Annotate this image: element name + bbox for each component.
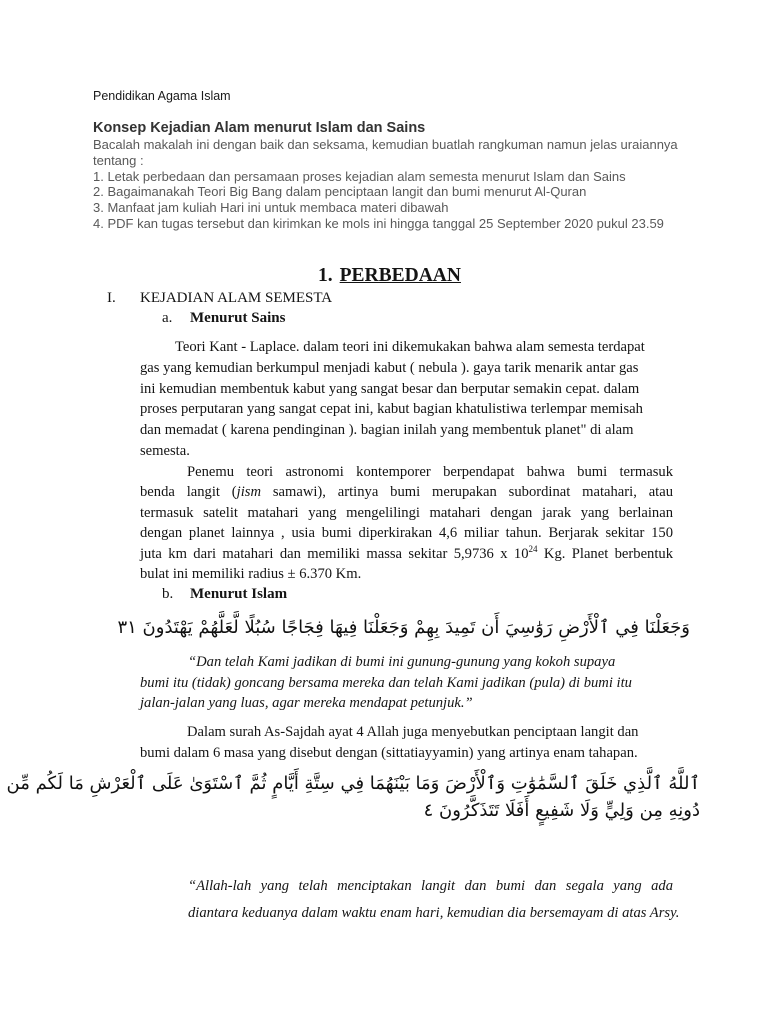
paragraph-as-sajdah	[140, 722, 680, 763]
subheading-marker-a: a.	[162, 310, 173, 326]
exponent: 24	[528, 543, 538, 554]
verse-translation-2	[188, 873, 680, 927]
instruction-item: 2. Bagaimanakah Teori Big Bang dalam penciptaan langit dan bumi menurut Al-Quran	[93, 184, 587, 200]
paragraph-astronomy	[140, 462, 673, 584]
quran-verse-32-4	[6, 770, 700, 824]
translation-line: “Dan telah Kami jadikan di bumi ini gunung-gunung yang kokoh supaya	[188, 654, 616, 670]
verse-line: ٱللَّهُ ٱلَّذِي خَلَقَ ٱلسَّمَٰوَٰتِ وَٱلْأَرْضَ وَمَا بَيْنَهُمَا فِي سِتَّةِ أَيَّامٍ ثُمَّ ٱسْتَوَىٰ عَلَى ٱلْعَرْشِ مَا لَكُم مِّن	[6, 773, 700, 794]
instruction-item: 3. Manfaat jam kuliah Hari ini untuk membaca materi dibawah	[93, 200, 449, 216]
italic-term: jism	[236, 484, 261, 501]
instruction-line: tentang :	[93, 152, 144, 168]
paragraph-line	[140, 544, 673, 564]
subsection-title: KEJADIAN ALAM SEMESTA	[140, 290, 333, 306]
paragraph-kant-laplace	[140, 337, 680, 462]
subject-label: Pendidikan Agama Islam	[93, 89, 231, 103]
text-segment: Kg. Planet berbentuk	[537, 545, 673, 562]
paragraph-line: semesta.	[140, 442, 190, 459]
paragraph-line: dan memadat ( karena pendinginan ). bagian inilah yang membentuk planet" di alam	[140, 422, 634, 439]
subheading-marker-b: b.	[162, 586, 174, 602]
paragraph-line	[140, 482, 673, 502]
section-title: PERBEDAAN	[339, 265, 461, 286]
paragraph-line: termasuk satelit matahari yang mengelilingi matahari dengan jarak yang berlainan	[140, 504, 673, 521]
paragraph-line: gas yang kemudian berkumpul menjadi kabut ( nebula ). gaya tarik menarik antar gas	[140, 359, 639, 376]
section-heading	[318, 264, 461, 288]
subheading-sains: Menurut Sains	[190, 310, 286, 326]
text-segment: benda langit (	[140, 484, 237, 501]
paragraph-line: ini kemudian membentuk kabut yang sangat besar dan berputar semakin cepat. dalam	[140, 380, 640, 397]
text-segment: juta km dari matahari dan memiliki massa sekitar 5,9736 x 10	[140, 545, 529, 562]
instruction-line: Bacalah makalah ini dengan baik dan seksama, kemudian buatlah rangkuman namun jelas uraiannya	[93, 137, 678, 152]
paragraph-line: Penemu teori astronomi kontemporer berpendapat bahwa bumi termasuk	[187, 464, 673, 480]
paragraph-line: dengan planet lainnya , usia bumi diperkirakan 4,6 miliar tahun. Berjarak sekitar 150	[140, 525, 673, 542]
verse-translation-1	[140, 652, 680, 714]
paragraph-line: Teori Kant - Laplace. dalam teori ini dikemukakan bahwa alam semesta terdapat	[175, 339, 645, 355]
paragraph-line: bumi dalam 6 masa yang disebut dengan (sittatiayyamin) yang artinya enam tahapan.	[140, 744, 638, 761]
instruction-list	[93, 137, 678, 232]
translation-line: jalan-jalan yang luas, agar mereka mendapat petunjuk.”	[140, 695, 473, 711]
paragraph-line: proses perputaran yang sangat cepat ini, kabut bagian khatulistiwa terlempar memisah	[140, 401, 643, 418]
subsection-numeral: I.	[107, 290, 116, 306]
instruction-item: 4. PDF kan tugas tersebut dan kirimkan ke mols ini hingga tanggal 25 September 2020 pukul 23.59	[93, 215, 664, 231]
subheading-islam: Menurut Islam	[190, 586, 288, 602]
paragraph-line: Dalam surah As-Sajdah ayat 4 Allah juga menyebutkan penciptaan langit dan	[187, 724, 639, 740]
quran-verse-21-31: وَجَعَلْنَا فِي ٱلْأَرْضِ رَوَٰسِيَ أَن تَمِيدَ بِهِمْ وَجَعَلْنَا فِيهَا فِجَاجًا سُبُلًا لَّعَلَّهُمْ يَهْتَدُونَ ٣١	[117, 617, 690, 638]
translation-line: bumi itu (tidak) goncang bersama mereka dan telah Kami jadikan (pula) di bumi itu	[140, 674, 632, 691]
section-number: 1.	[318, 265, 333, 286]
paragraph-line: bulat ini memiliki radius ± 6.370 Km.	[140, 566, 362, 583]
instruction-item: 1. Letak perbedaan dan persamaan proses kejadian alam semesta menurut Islam dan Sains	[93, 168, 626, 184]
translation-line: “Allah-lah yang telah menciptakan langit dan bumi dan segala yang ada	[188, 878, 673, 894]
verse-line: دُونِهِ مِن وَلِيٍّ وَلَا شَفِيعٍ أَفَلَا تَتَذَكَّرُونَ ٤	[423, 800, 700, 821]
assignment-title: Konsep Kejadian Alam menurut Islam dan Sains	[93, 120, 426, 136]
translation-line: diantara keduanya dalam waktu enam hari, kemudian dia bersemayam di atas Arsy.	[188, 905, 680, 921]
text-segment: samawi), artinya bumi merupakan subordinat matahari, atau	[260, 484, 673, 501]
